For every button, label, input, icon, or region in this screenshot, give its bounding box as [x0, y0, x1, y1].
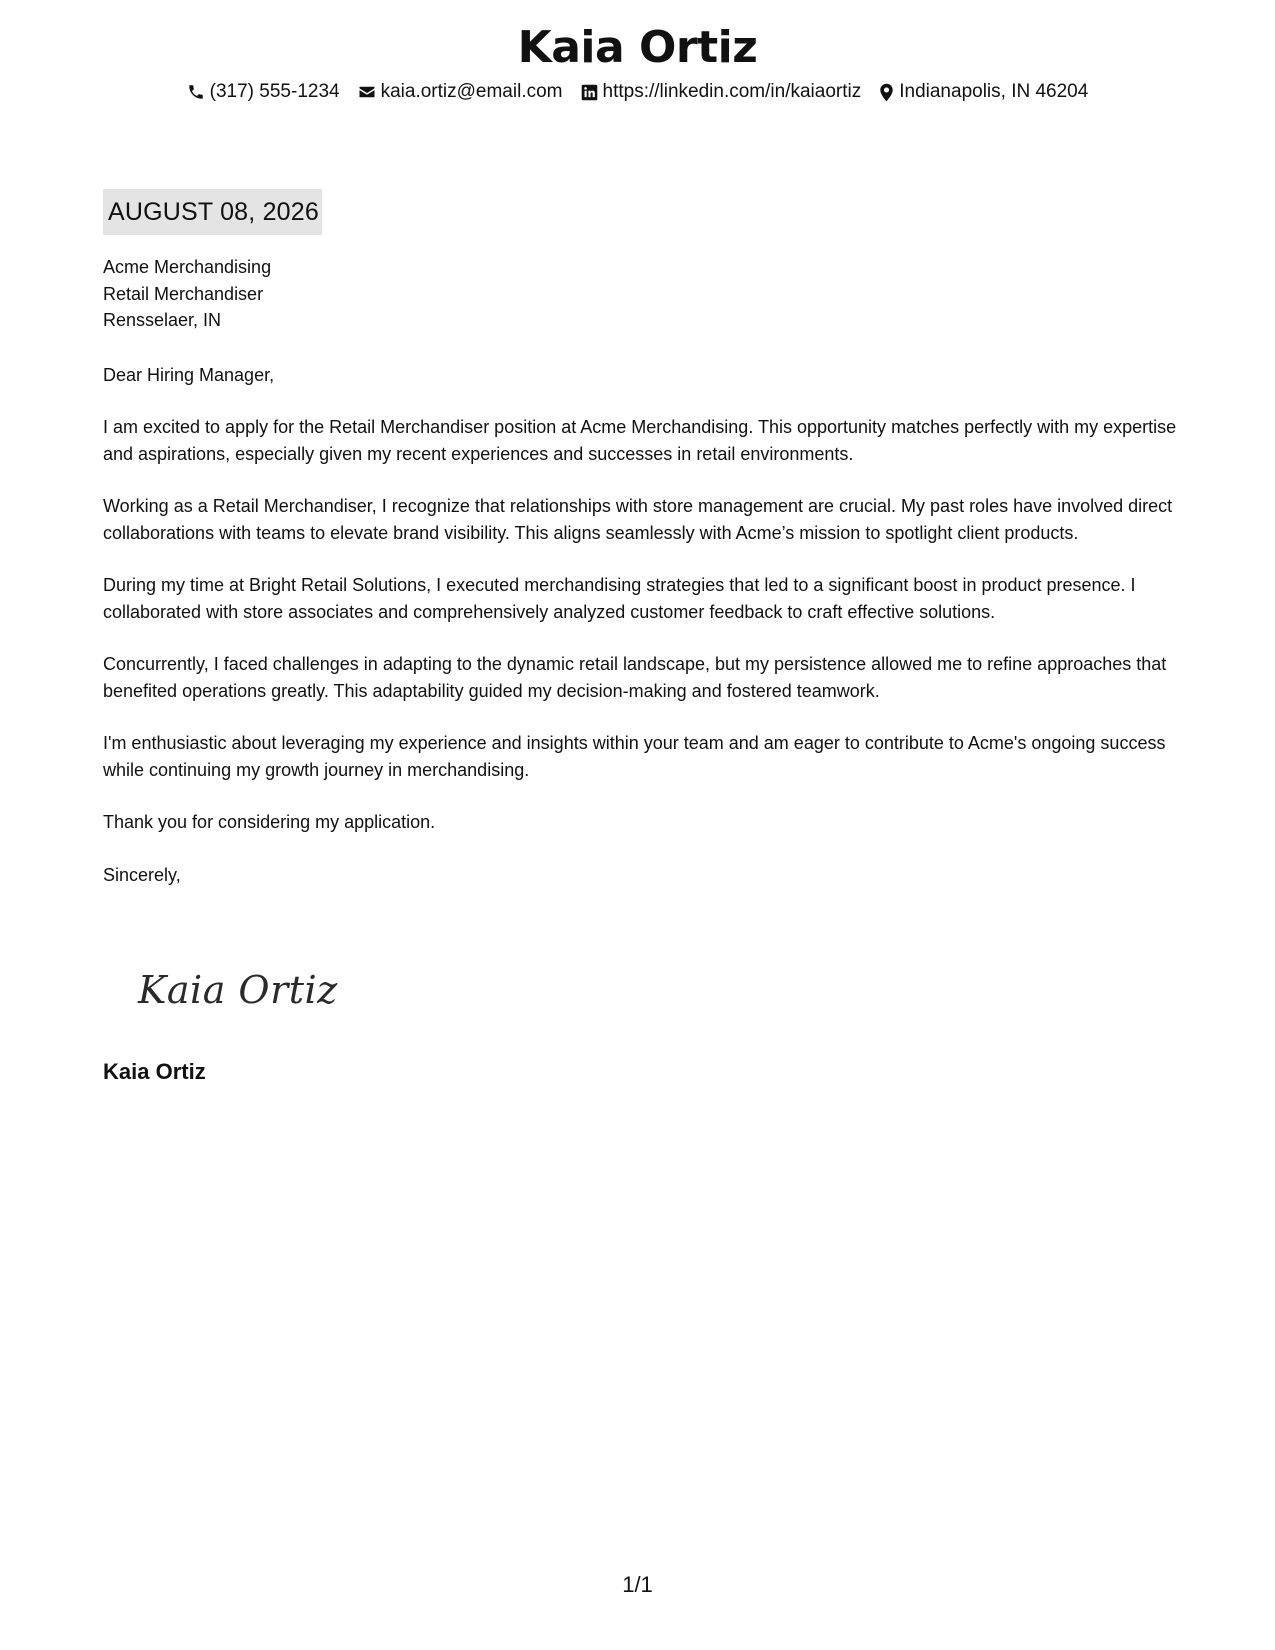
paragraph-intro: I am excited to apply for the Retail Merchandiser position at Acme Merchandising. This opportunity matches perfectly with my expertise and aspirations, especially given my recent experiences and successes in retail environments.	[103, 417, 1177, 464]
handwritten-signature: Kaia Ortiz	[138, 968, 338, 1012]
contact-location-text: Indianapolis, IN 46204	[899, 81, 1089, 102]
signer-name: Kaia Ortiz	[103, 1059, 206, 1084]
contact-email-text: kaia.ortiz@email.com	[380, 81, 563, 102]
location-pin-icon	[879, 83, 894, 102]
contact-bar	[0, 79, 1275, 105]
paragraph-enthusiasm: I'm enthusiastic about leveraging my experience and insights within your team and am eager to contribute to Acme's ongoing success while continuing my growth journey in merchandising.	[103, 733, 1166, 780]
phone-icon	[187, 83, 205, 101]
recipient-company: Acme Merchandising	[103, 257, 272, 277]
contact-phone-text: (317) 555-1234	[209, 81, 340, 102]
envelope-icon	[358, 83, 376, 101]
paragraph-experience: During my time at Bright Retail Solutions, I executed merchandising strategies that led to a significant boost in product presence. I collaborated with store associates and comprehensively analyzed customer feedback to craft effective solutions.	[103, 575, 1136, 622]
recipient-location: Rensselaer, IN	[103, 310, 222, 330]
paragraph-relationships: Working as a Retail Merchandiser, I recognize that relationships with store management are crucial. My past roles have involved direct collaborations with teams to elevate brand visibility. This aligns seamlessly with Acme’s mission to spotlight client products.	[103, 496, 1173, 543]
letter-date: AUGUST 08, 2026	[103, 189, 322, 235]
contact-phone	[187, 79, 340, 105]
contact-location	[879, 79, 1088, 105]
paragraph-thanks: Thank you for considering my application.	[103, 812, 436, 832]
page-number: 1/1	[622, 1572, 653, 1597]
recipient-position: Retail Merchandiser	[103, 283, 264, 304]
salutation: Dear Hiring Manager,	[103, 364, 275, 385]
contact-linkedin-text: https://linkedin.com/in/kaiaortiz	[602, 81, 862, 102]
closing: Sincerely,	[103, 864, 181, 885]
linkedin-icon	[581, 84, 598, 101]
applicant-name: Kaia Ortiz	[517, 22, 758, 73]
contact-linkedin[interactable]	[581, 79, 862, 105]
recipient-block	[103, 254, 1178, 334]
paragraph-challenges: Concurrently, I faced challenges in adapting to the dynamic retail landscape, but my persistence allowed me to refine approaches that benefited operations greatly. This adaptability guided my decision-making and fostered teamwork.	[103, 654, 1167, 701]
contact-email[interactable]	[358, 79, 563, 105]
letter-body	[103, 254, 1178, 914]
